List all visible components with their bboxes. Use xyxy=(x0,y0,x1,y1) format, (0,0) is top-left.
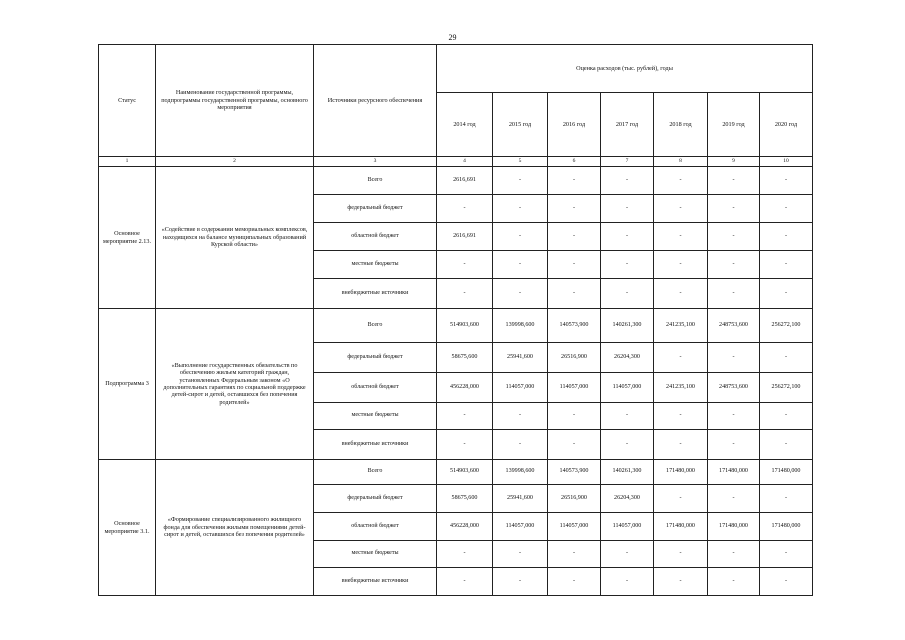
source-cell: федеральный бюджет xyxy=(314,343,437,373)
value-cell: - xyxy=(654,223,708,251)
table-row xyxy=(99,309,813,343)
value-cell: 114057,000 xyxy=(548,373,601,403)
value-cell: - xyxy=(437,541,493,568)
value-cell: 26204,300 xyxy=(601,343,654,373)
header-year: 2014 год xyxy=(437,93,493,157)
value-cell: 171480,000 xyxy=(654,460,708,485)
value-cell: 114057,000 xyxy=(493,373,548,403)
value-cell: - xyxy=(437,279,493,309)
source-cell: областной бюджет xyxy=(314,513,437,541)
value-cell: 171480,000 xyxy=(760,513,813,541)
value-cell: - xyxy=(548,541,601,568)
table-header xyxy=(99,45,813,167)
value-cell: - xyxy=(708,343,760,373)
value-cell: - xyxy=(493,430,548,460)
value-cell: 58675,600 xyxy=(437,343,493,373)
value-cell: - xyxy=(760,195,813,223)
column-number: 1 xyxy=(99,157,156,167)
value-cell: - xyxy=(493,279,548,309)
header-year: 2020 год xyxy=(760,93,813,157)
value-cell: - xyxy=(493,403,548,430)
value-cell: - xyxy=(654,167,708,195)
source-cell: внебюджетные источники xyxy=(314,279,437,309)
column-number: 5 xyxy=(493,157,548,167)
program-name-cell: «Содействие в содержании мемориальных комплексов, находящихся на балансе муниципальных образований Курской области» xyxy=(156,167,314,309)
source-cell: внебюджетные источники xyxy=(314,568,437,596)
value-cell: 171480,000 xyxy=(760,460,813,485)
source-cell: Всего xyxy=(314,309,437,343)
value-cell: - xyxy=(437,251,493,279)
value-cell: - xyxy=(493,223,548,251)
header-estimate: Оценка расходов (тыс. рублей), годы xyxy=(437,45,813,93)
value-cell: - xyxy=(654,430,708,460)
value-cell: 140573,900 xyxy=(548,309,601,343)
value-cell: 140261,300 xyxy=(601,309,654,343)
value-cell: - xyxy=(760,251,813,279)
value-cell: 114057,000 xyxy=(493,513,548,541)
value-cell: 25941,600 xyxy=(493,343,548,373)
value-cell: - xyxy=(654,541,708,568)
value-cell: - xyxy=(708,167,760,195)
value-cell: 256272,100 xyxy=(760,373,813,403)
value-cell: - xyxy=(437,568,493,596)
value-cell: 171480,000 xyxy=(708,513,760,541)
value-cell: - xyxy=(760,430,813,460)
value-cell: 248753,600 xyxy=(708,309,760,343)
value-cell: 171480,000 xyxy=(708,460,760,485)
value-cell: - xyxy=(708,403,760,430)
value-cell: 25941,600 xyxy=(493,485,548,513)
status-cell: Основное мероприятие 3.1. xyxy=(99,460,156,596)
header-name: Наименование государственной программы, подпрограммы государственной программы, основного мероприятия xyxy=(156,45,314,157)
value-cell: 241235,100 xyxy=(654,373,708,403)
value-cell: 140261,300 xyxy=(601,460,654,485)
source-cell: федеральный бюджет xyxy=(314,195,437,223)
value-cell: - xyxy=(548,279,601,309)
value-cell: 2616,691 xyxy=(437,223,493,251)
value-cell: - xyxy=(760,223,813,251)
value-cell: - xyxy=(708,541,760,568)
page-number: 29 xyxy=(448,33,457,42)
value-cell: - xyxy=(548,195,601,223)
value-cell: - xyxy=(601,251,654,279)
value-cell: - xyxy=(601,195,654,223)
column-number-row xyxy=(99,157,813,167)
value-cell: 26516,900 xyxy=(548,343,601,373)
source-cell: областной бюджет xyxy=(314,223,437,251)
table-row xyxy=(99,460,813,485)
value-cell: - xyxy=(548,403,601,430)
source-cell: федеральный бюджет xyxy=(314,485,437,513)
value-cell: 114057,000 xyxy=(548,513,601,541)
column-number: 10 xyxy=(760,157,813,167)
value-cell: - xyxy=(654,568,708,596)
source-cell: местные бюджеты xyxy=(314,403,437,430)
value-cell: - xyxy=(437,430,493,460)
value-cell: - xyxy=(548,167,601,195)
value-cell: - xyxy=(760,541,813,568)
value-cell: - xyxy=(760,343,813,373)
value-cell: - xyxy=(601,279,654,309)
value-cell: - xyxy=(548,430,601,460)
value-cell: 171480,000 xyxy=(654,513,708,541)
column-number: 2 xyxy=(156,157,314,167)
header-year: 2018 год xyxy=(654,93,708,157)
value-cell: - xyxy=(708,279,760,309)
source-cell: местные бюджеты xyxy=(314,251,437,279)
header-sources: Источники ресурсного обеспечения xyxy=(314,45,437,157)
value-cell: - xyxy=(760,568,813,596)
value-cell: 248753,600 xyxy=(708,373,760,403)
value-cell: - xyxy=(493,541,548,568)
program-name-cell: «Формирование специализированного жилищного фонда для обеспечения жилыми помещениями детей-сирот и детей, оставшихся без попечения родителей» xyxy=(156,460,314,596)
value-cell: - xyxy=(760,167,813,195)
value-cell: - xyxy=(654,343,708,373)
value-cell: - xyxy=(493,568,548,596)
value-cell: - xyxy=(708,223,760,251)
value-cell: 114057,000 xyxy=(601,513,654,541)
column-number: 6 xyxy=(548,157,601,167)
value-cell: - xyxy=(601,430,654,460)
value-cell: 26204,300 xyxy=(601,485,654,513)
header-year: 2016 год xyxy=(548,93,601,157)
status-cell: Подпрограмма 3 xyxy=(99,309,156,460)
value-cell: - xyxy=(493,251,548,279)
value-cell: - xyxy=(654,403,708,430)
value-cell: 256272,100 xyxy=(760,309,813,343)
value-cell: - xyxy=(493,167,548,195)
value-cell: 514903,600 xyxy=(437,309,493,343)
value-cell: - xyxy=(654,251,708,279)
source-cell: местные бюджеты xyxy=(314,541,437,568)
value-cell: 58675,600 xyxy=(437,485,493,513)
value-cell: - xyxy=(548,223,601,251)
value-cell: - xyxy=(601,167,654,195)
value-cell: 241235,100 xyxy=(654,309,708,343)
value-cell: - xyxy=(708,195,760,223)
value-cell: - xyxy=(708,485,760,513)
value-cell: - xyxy=(654,485,708,513)
value-cell: 140573,900 xyxy=(548,460,601,485)
program-name-cell: «Выполнение государственных обязательств по обеспечению жильем категорий граждан, установленных Федеральным законом «О дополнительных гарантиях по социальной поддержке детей-сирот и детей, оставшихся без попечения родителей» xyxy=(156,309,314,460)
value-cell: - xyxy=(601,541,654,568)
expenses-table xyxy=(98,44,813,596)
value-cell: 114057,000 xyxy=(601,373,654,403)
source-cell: Всего xyxy=(314,167,437,195)
column-number: 3 xyxy=(314,157,437,167)
value-cell: - xyxy=(601,403,654,430)
value-cell: - xyxy=(437,195,493,223)
value-cell: 139998,600 xyxy=(493,460,548,485)
source-cell: внебюджетные источники xyxy=(314,430,437,460)
value-cell: - xyxy=(760,403,813,430)
value-cell: - xyxy=(654,279,708,309)
value-cell: 139998,600 xyxy=(493,309,548,343)
value-cell: - xyxy=(760,279,813,309)
header-year: 2017 год xyxy=(601,93,654,157)
column-number: 7 xyxy=(601,157,654,167)
value-cell: 514903,600 xyxy=(437,460,493,485)
value-cell: 2616,691 xyxy=(437,167,493,195)
value-cell: - xyxy=(548,251,601,279)
value-cell: 26516,900 xyxy=(548,485,601,513)
column-number: 4 xyxy=(437,157,493,167)
value-cell: - xyxy=(437,403,493,430)
value-cell: 456228,000 xyxy=(437,513,493,541)
column-number: 9 xyxy=(708,157,760,167)
value-cell: - xyxy=(601,568,654,596)
source-cell: областной бюджет xyxy=(314,373,437,403)
value-cell: - xyxy=(708,430,760,460)
header-year: 2019 год xyxy=(708,93,760,157)
table-body xyxy=(99,167,813,596)
header-year: 2015 год xyxy=(493,93,548,157)
status-cell: Основное мероприятие 2.13. xyxy=(99,167,156,309)
value-cell: - xyxy=(601,223,654,251)
value-cell: - xyxy=(548,568,601,596)
value-cell: - xyxy=(493,195,548,223)
table-row xyxy=(99,167,813,195)
value-cell: - xyxy=(654,195,708,223)
value-cell: - xyxy=(708,568,760,596)
header-status: Статус xyxy=(99,45,156,157)
value-cell: - xyxy=(708,251,760,279)
value-cell: - xyxy=(760,485,813,513)
column-number: 8 xyxy=(654,157,708,167)
source-cell: Всего xyxy=(314,460,437,485)
value-cell: 456228,000 xyxy=(437,373,493,403)
